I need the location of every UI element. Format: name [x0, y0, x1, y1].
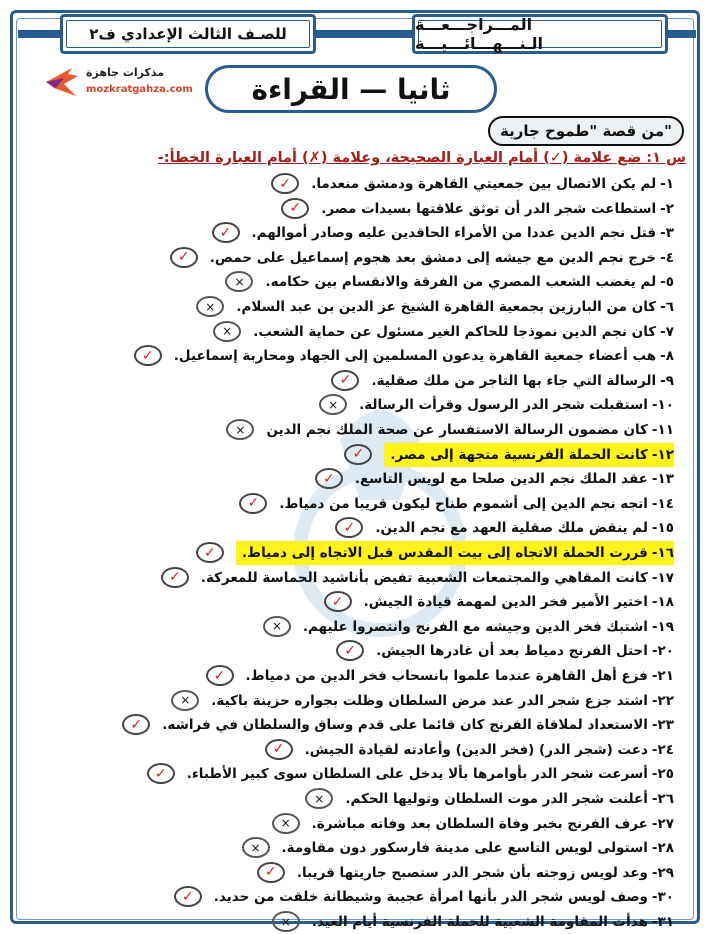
statement-row	[246, 664, 674, 688]
header-title: المـــراجـــعـــة الـنـــهـــائـــيـــة	[415, 15, 543, 53]
statement-text: وصف لويس شجر الدر بأنها امرأة عجيبة وشيطانة خلقت من حديد.	[213, 889, 648, 906]
statement-number: ١١-	[651, 422, 674, 438]
cross-mark-icon: ×	[171, 690, 199, 711]
statement-number: ٤-	[660, 249, 674, 266]
statement-text: فزع أهل القاهرة عندما علموا بانسحاب فخر الدين من دمياط.	[245, 668, 648, 684]
cross-mark-icon: ×	[263, 616, 291, 637]
statement-text: احتل الفرنج دمياط بعد أن غادرها الجيش.	[376, 643, 648, 660]
statement-row	[266, 418, 674, 442]
statement-row	[211, 689, 674, 713]
statement-row	[311, 172, 674, 196]
statement-text: هدأت المقاومة الشعبية للحملة الفرنسية أيام العيد.	[311, 914, 648, 930]
statement-text: أعلنت شجر الدر موت السلطان وتوليها الحكم.	[345, 791, 648, 807]
statement-row	[364, 590, 674, 614]
logo-url: mozkratgahza.com	[86, 84, 193, 95]
check-mark-icon: ✓	[335, 517, 363, 538]
check-mark-icon: ✓	[212, 222, 240, 243]
story-title: من قصة "طموح جارية"	[488, 116, 684, 146]
statement-row	[279, 492, 674, 516]
statement-number: ٧-	[660, 323, 674, 340]
statement-number: ٦-	[660, 299, 674, 315]
statement-row	[162, 713, 674, 737]
statement-text: الرسالة التي جاء بها التاجر من ملك صقلية.	[371, 372, 657, 389]
statement-text: قررت الحملة الاتجاه إلى بيت المقدس قبل الاتجاه إلى دمياط.	[241, 545, 648, 561]
check-mark-icon: ✓	[196, 542, 224, 563]
statement-row	[187, 762, 674, 786]
statement-number: ٣١-	[651, 914, 674, 930]
statement-row	[376, 639, 674, 663]
check-mark-icon: ✓	[206, 665, 234, 686]
statement-text: اشتبك فخر الدين وجيشه مع الفرنج وانتصروا عليهم.	[302, 618, 648, 635]
statement-text: اختير الأمير فخر الدين لمهمة قيادة الجيش.	[363, 594, 648, 611]
statement-row	[297, 861, 674, 885]
statement-number: ٥-	[660, 274, 674, 291]
cross-mark-icon: ×	[272, 911, 300, 932]
check-mark-icon: ✓	[174, 886, 202, 907]
statement-text: الاستعداد لملاقاة الفرنج كان قائما على قدم وساق والسلطان في فراشه.	[162, 717, 648, 734]
check-mark-icon: ✓	[122, 714, 150, 735]
statement-number: ١٥-	[651, 520, 674, 537]
check-mark-icon: ✓	[336, 640, 364, 661]
statement-text: كان نجم الدين نموذجا للحاكم الغير مسئول عن حماية الشعب.	[253, 323, 657, 340]
statement-row	[174, 344, 674, 368]
statement-row	[355, 467, 674, 491]
cross-mark-icon: ×	[305, 788, 333, 809]
question-label: س ١:	[646, 150, 686, 166]
statement-row	[252, 221, 674, 245]
statement-row	[282, 836, 674, 860]
statement-text: كان مضمون الرسالة الاستفسار عن صحة الملك نجم الدين	[266, 422, 648, 438]
header-grade: للصـف الثالث الإعدادي ف٢	[89, 25, 287, 43]
check-mark-icon: ✓	[331, 370, 359, 391]
statement-text: عرف الفرنج بخبر وفاة السلطان بعد وفاته مباشرة.	[311, 815, 648, 832]
statement-row	[305, 738, 674, 762]
statement-text: خرج نجم الدين مع جيشه إلى دمشق بعد هجوم إسماعيل على حمص.	[209, 249, 657, 266]
statement-row	[375, 516, 674, 540]
statement-number: ١٠-	[651, 397, 674, 414]
statement-text: اتجه نجم الدين إلى أشموم طناح ليكون قريبا من دمياط.	[279, 495, 648, 512]
statement-row	[265, 270, 674, 294]
statement-text: دعت (شجر الدر) (فخر الدين) وأعادته لقيادة الجيش.	[304, 741, 648, 758]
statement-number: ٢١-	[651, 668, 674, 684]
check-mark-icon: ✓	[281, 198, 309, 219]
check-mark-icon: ✓	[344, 444, 372, 465]
check-mark-icon: ✓	[147, 763, 175, 784]
statement-row	[359, 393, 674, 417]
statement-number: ١-	[660, 176, 674, 192]
cross-mark-icon: ×	[226, 419, 254, 440]
section-title: ثانيا — القراءة	[205, 65, 497, 113]
statement-number: ٢-	[660, 200, 674, 217]
statement-text: أسرعت شجر الدر بأوامرها بألا يدخل على السلطان سوى كبير الأطباء.	[186, 766, 648, 783]
statement-row	[384, 443, 674, 467]
statement-number: ٢٩-	[651, 864, 674, 881]
statement-text: اشتد جزع شجر الدر عند مرض السلطان وظلت بجواره حزينة باكية.	[211, 692, 648, 709]
statement-number: ١٣-	[651, 471, 674, 488]
statement-text: وعد لويس زوجته بأن شجر الدر ستصبح جاريتها قريبا.	[296, 864, 648, 881]
statement-row	[303, 615, 674, 639]
statement-number: ٢٤-	[651, 741, 674, 758]
statement-number: ٢٨-	[651, 840, 674, 857]
statement-number: ٩-	[660, 372, 674, 389]
check-mark-icon: ✓	[324, 591, 352, 612]
statement-number: ٢٠-	[651, 643, 674, 660]
statement-text: لم يغضب الشعب المصري من الفرقة والانقسام بين حكامه.	[265, 274, 657, 291]
statement-text: هب أعضاء جمعية القاهرة يدعون المسلمين إلى الجهاد ومحاربة إسماعيل.	[173, 348, 657, 365]
statement-text: كانت الحملة الفرنسية متجهة إلى مصر.	[390, 446, 648, 463]
question-text: ضع علامة (✓) أمام العبارة الصحيحة، وعلامة (✗) أمام العبارة الخطأ:-	[157, 150, 647, 166]
statement-number: ٢٦-	[651, 791, 674, 807]
statement-row	[371, 369, 674, 393]
statement-row	[253, 320, 674, 344]
cross-mark-icon: ×	[213, 321, 241, 342]
cross-mark-icon: ×	[196, 296, 224, 317]
statement-number: ١٤-	[651, 495, 674, 512]
statement-row	[312, 812, 674, 836]
statement-number: ٢٣-	[651, 717, 674, 734]
statement-row	[236, 541, 674, 565]
statement-number: ١٩-	[651, 618, 674, 635]
statement-row	[201, 566, 674, 590]
statement-number: ٣-	[660, 225, 674, 242]
statement-row	[236, 295, 674, 319]
statement-text: استقبلت شجر الدر الرسول وقرأت الرسالة.	[359, 397, 648, 414]
statement-text: لم يكن الاتصال بين جمعيتي القاهرة ودمشق منعدما.	[311, 176, 657, 192]
statement-number: ١٦-	[651, 545, 674, 561]
check-mark-icon: ✓	[134, 345, 162, 366]
statement-number: ١٢-	[651, 446, 674, 463]
check-mark-icon: ✓	[271, 173, 299, 194]
cross-mark-icon: ×	[242, 837, 270, 858]
check-mark-icon: ✓	[239, 493, 267, 514]
statement-number: ٣٠-	[651, 889, 674, 906]
check-mark-icon: ✓	[265, 739, 293, 760]
check-mark-icon: ✓	[161, 567, 189, 588]
statement-text: لم ينقض ملك صقلية العهد مع نجم الدين.	[375, 520, 648, 537]
statement-text: استطاعت شجر الدر أن توثق علاقتها بسيدات مصر.	[321, 200, 657, 217]
statement-text: كان من البارزين بجمعية القاهرة الشيخ عز الدين بن عبد السلام.	[236, 299, 657, 315]
statement-row	[321, 197, 674, 221]
logo-name: مذكرات جاهزة	[86, 66, 165, 79]
check-mark-icon: ✓	[257, 862, 285, 883]
statement-number: ١٨-	[651, 594, 674, 611]
cross-mark-icon: ×	[272, 813, 300, 834]
statement-number: ٢٥-	[651, 766, 674, 783]
statement-text: استولى لويس التاسع على مدينة فارسكور دون مقاومة.	[281, 840, 648, 857]
statement-row	[345, 787, 674, 811]
statement-text: عقد الملك نجم الدين صلحا مع لويس التاسع.	[354, 471, 648, 488]
check-mark-icon: ✓	[170, 247, 198, 268]
statement-number: ٨-	[660, 348, 674, 365]
cross-mark-icon: ×	[225, 271, 253, 292]
statement-number: ١٧-	[651, 569, 674, 586]
statement-row	[210, 246, 674, 270]
statement-row	[214, 885, 674, 909]
statement-text: قتل نجم الدين عددا من الأمراء الحاقدين عليه وصادر أموالهم.	[251, 225, 657, 242]
cross-mark-icon: ×	[319, 394, 347, 415]
statement-number: ٢٢-	[651, 692, 674, 709]
check-mark-icon: ✓	[315, 468, 343, 489]
statement-row	[312, 910, 674, 934]
statement-text: كانت المقاهي والمجتمعات الشعبية تفيض بأناشيد الحماسة للمعركة.	[200, 569, 648, 586]
statement-number: ٢٧-	[651, 815, 674, 832]
